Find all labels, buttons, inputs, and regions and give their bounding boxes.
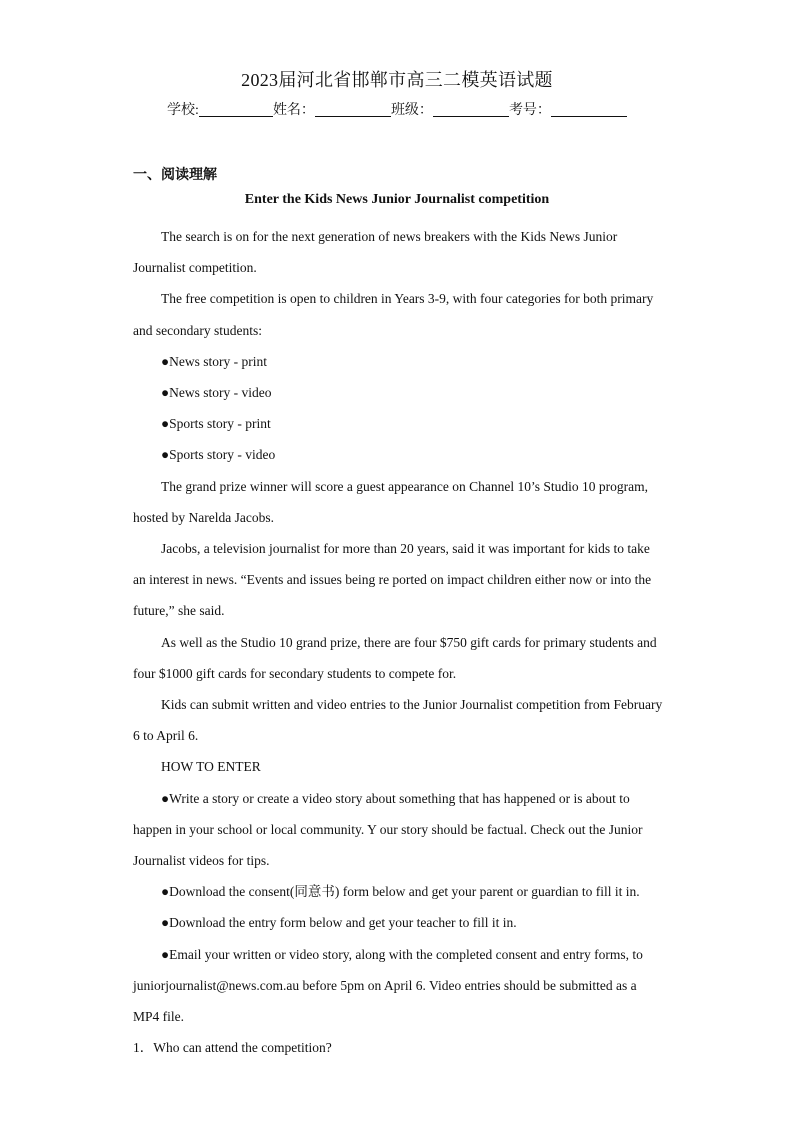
entry-step: ●Download the consent(同意书) form below and get your parent or guardian to fill it in. [161, 884, 640, 900]
number-blank [551, 102, 627, 117]
category-item: ●News story - video [161, 385, 272, 401]
school-label: 学校: [167, 103, 199, 118]
school-blank [199, 102, 273, 117]
article-body [133, 221, 663, 1063]
category-item: ●Sports story - print [161, 416, 271, 432]
entry-step: ●Download the entry form below and get your teacher to fill it in. [161, 915, 517, 931]
exam-title: 2023届河北省邯郸市高三二模英语试题 [241, 70, 553, 90]
paragraph-gift-cards: As well as the Studio 10 grand prize, there are four $750 gift cards for primary students and four $1000 gift cards for secondary students to compete for. [133, 634, 657, 681]
entry-step: ●Write a story or create a video story about something that has happened or is about to happen in your school or local community. Y our story should be factual. Check out the Junior Journalist videos for tips. [133, 790, 643, 869]
paragraph-dates: Kids can submit written and video entries to the Junior Journalist competition from February 6 to April 6. [133, 697, 663, 744]
student-info-row [0, 101, 794, 121]
category-item: ●Sports story - video [161, 447, 276, 463]
article-title: Enter the Kids News Junior Journalist competition [244, 192, 550, 207]
entry-step: ●Email your written or video story, along with the completed consent and entry forms, to juniorjournalist@news.com.au before 5pm on April 6. Video entries should be submitted as a MP4 file. [133, 946, 643, 1025]
how-to-enter-heading: HOW TO ENTER [161, 759, 261, 775]
category-item: ●News story - print [161, 353, 268, 369]
class-label: 班级： [390, 103, 433, 118]
paragraph-jacobs-quote: Jacobs, a television journalist for more than 20 years, said it was important for kids to take an interest in news. “Events and issues being re ported on impact children either now or into the future,” she said. [133, 541, 652, 619]
name-label: 姓名： [272, 103, 315, 118]
paragraph-intro: The search is on for the next generation of news breakers with the Kids News Junior Journalist competition. [133, 229, 618, 276]
paragraph-eligibility: The free competition is open to children in Years 3-9, with four categories for both primary and secondary students: [133, 291, 654, 338]
question-1: 1．Who can attend the competition? [133, 1040, 332, 1056]
number-label: 考号： [508, 103, 551, 118]
name-blank [315, 102, 391, 117]
paragraph-grand-prize: The grand prize winner will score a guest appearance on Channel 10’s Studio 10 program, hosted by Narelda Jacobs. [133, 478, 648, 525]
class-blank [433, 102, 509, 117]
section-heading: 一、阅读理解 [133, 168, 217, 183]
